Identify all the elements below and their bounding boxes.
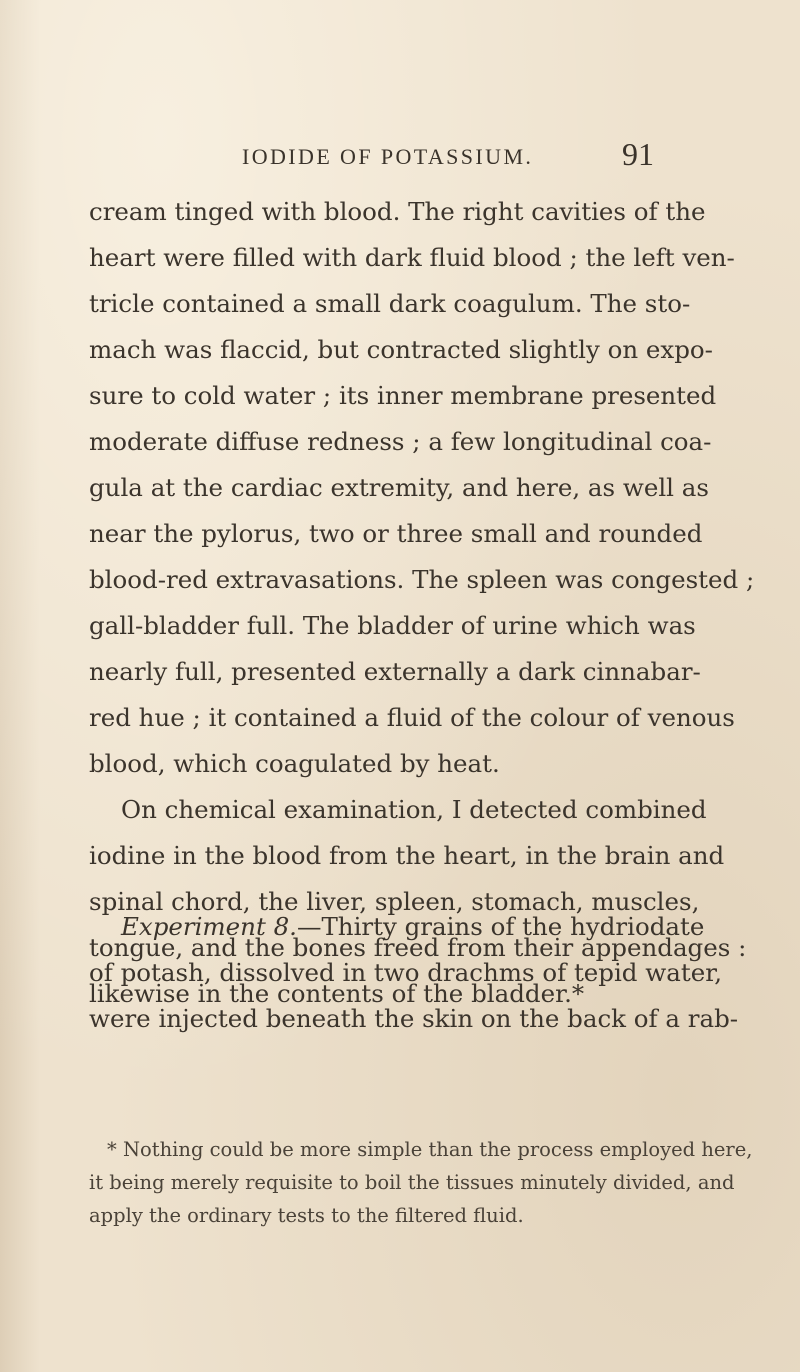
text-line: sure to cold water ; its inner membrane presented	[89, 381, 717, 410]
text-line: cream tinged with blood. The right cavities of the	[89, 197, 706, 226]
text-line: gula at the cardiac extremity, and here, as well as	[89, 473, 709, 502]
text-line: moderate diffuse redness ; a few longitudinal coa-	[89, 427, 712, 456]
footnote-line: apply the ordinary tests to the filtered fluid.	[89, 1204, 524, 1227]
footnote	[89, 1133, 753, 1232]
running-title: IODIDE OF POTASSIUM.	[242, 144, 534, 169]
footnote-line: it being merely requisite to boil the tissues minutely divided, and	[89, 1171, 735, 1194]
text-line: gall-bladder full. The bladder of urine which was	[89, 611, 696, 640]
text-line: iodine in the blood from the heart, in the brain and	[89, 841, 725, 870]
running-head	[0, 134, 800, 178]
text-line: likewise in the contents of the bladder.*	[89, 979, 585, 1008]
text-line: near the pylorus, two or three small and rounded	[89, 519, 703, 548]
text-line: nearly full, presented externally a dark cinnabar-	[89, 657, 701, 686]
experiment-text: —Thirty grains of the hydriodate	[296, 912, 705, 941]
text-line	[89, 904, 705, 950]
experiment-paragraph	[89, 904, 747, 1042]
text-line: of potash, dissolved in two drachms of tepid water,	[89, 958, 723, 987]
text-line: red hue ; it contained a fluid of the colour of venous	[89, 703, 735, 732]
body-text	[89, 189, 755, 1017]
page-number: 91	[622, 136, 654, 172]
text-line: tongue, and the bones freed from their appendages :	[89, 933, 747, 962]
experiment-label: Experiment 8.	[121, 912, 297, 941]
footnote-line: * Nothing could be more simple than the process employed here,	[107, 1138, 753, 1161]
text-line: heart were filled with dark fluid blood ; the left ven-	[89, 243, 735, 272]
paragraph-continuation	[89, 189, 755, 787]
text-line: blood, which coagulated by heat.	[89, 749, 500, 778]
text-line: blood-red extravasations. The spleen was congested ;	[89, 565, 755, 594]
text-line: mach was flaccid, but contracted slightly on expo-	[89, 335, 713, 364]
text-line: spinal chord, the liver, spleen, stomach, muscles,	[89, 887, 700, 916]
text-line: On chemical examination, I detected combined	[121, 795, 707, 824]
text-line: tricle contained a small dark coagulum. The sto-	[89, 289, 691, 318]
text-line: were injected beneath the skin on the back of a rab-	[89, 1004, 739, 1033]
